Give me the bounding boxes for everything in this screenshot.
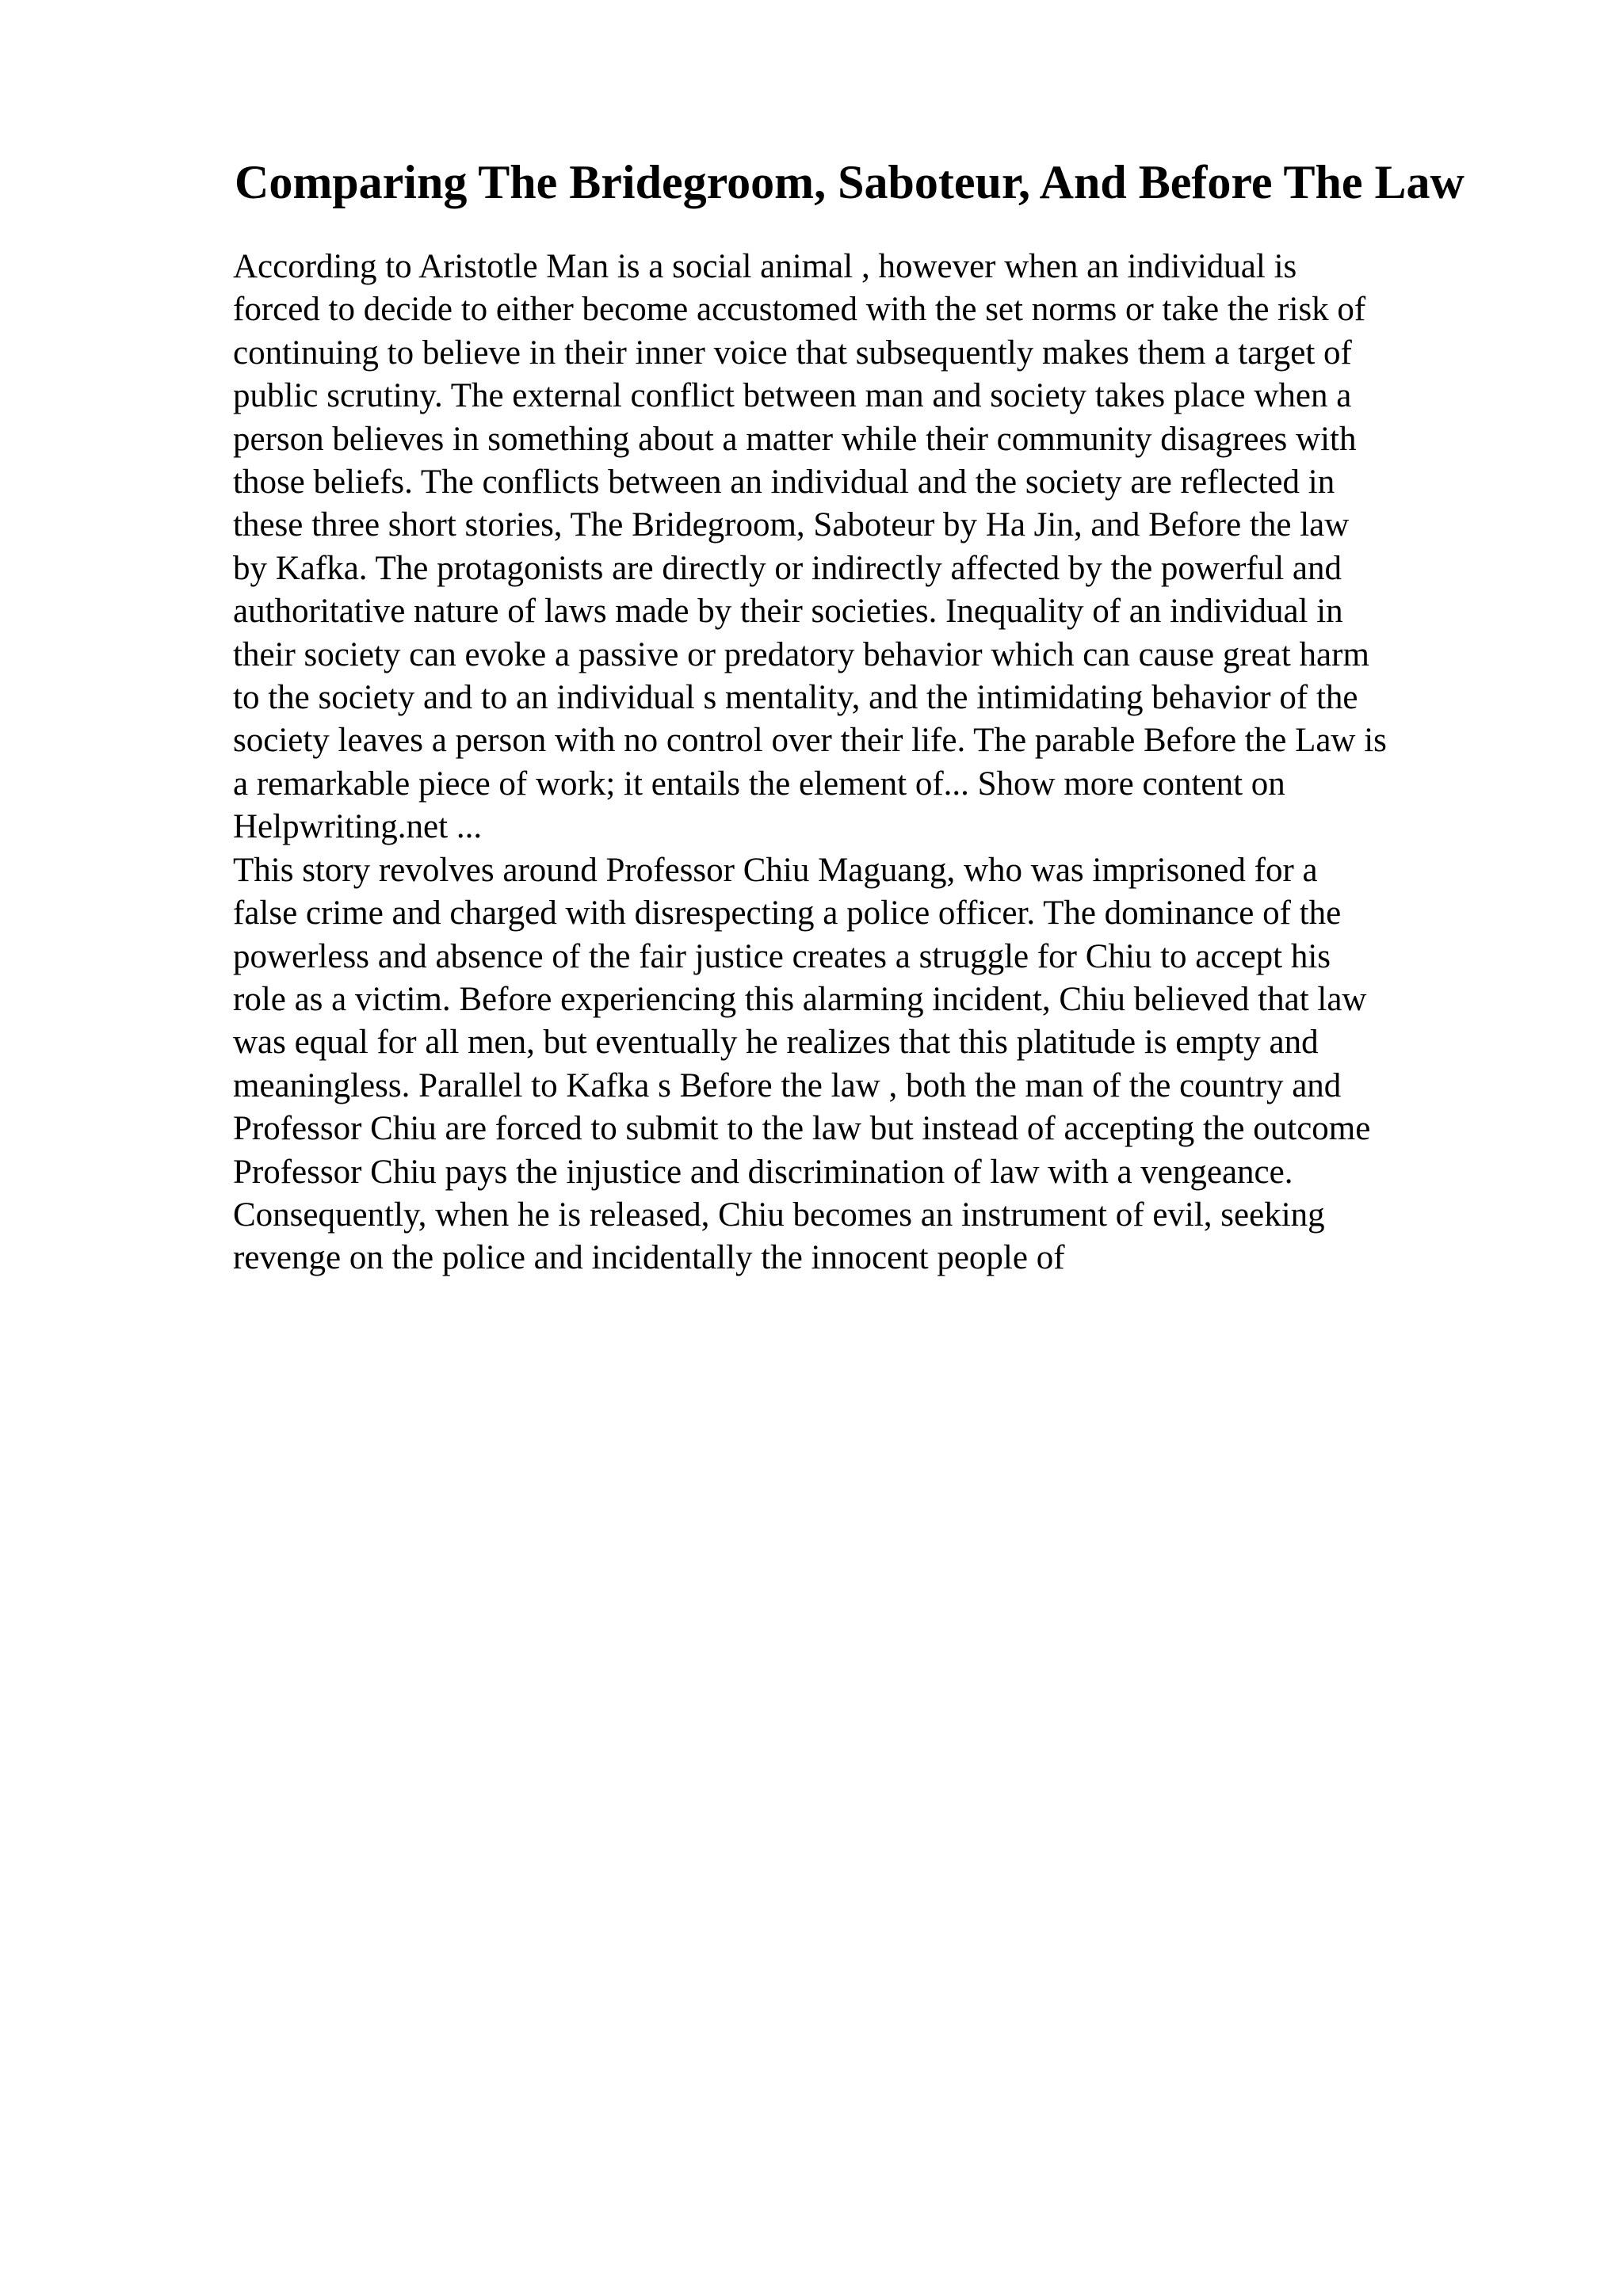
paragraph-2 xyxy=(233,849,1580,1280)
document-title: Comparing The Bridegroom, Saboteur, And Before The Law xyxy=(235,156,1465,208)
text-line: Consequently, when he is released, Chiu becomes an instrument of evil, seeking xyxy=(233,1196,1325,1234)
text-line: revenge on the police and incidentally the innocent people of xyxy=(233,1239,1065,1277)
text-line: public scrutiny. The external conflict between man and society takes place when a xyxy=(233,377,1352,415)
text-line: role as a victim. Before experiencing this alarming incident, Chiu believed that law xyxy=(233,980,1367,1018)
text-line: forced to decide to either become accustomed with the set norms or take the risk of xyxy=(233,291,1366,329)
text-line: meaningless. Parallel to Kafka s Before the law , both the man of the country and xyxy=(233,1066,1342,1104)
text-line: was equal for all men, but eventually he realizes that this platitude is empty and xyxy=(233,1024,1319,1062)
text-line: to the society and to an individual s mentality, and the intimidating behavior of the xyxy=(233,679,1358,717)
text-line: person believes in something about a matter while their community disagrees with xyxy=(233,420,1357,458)
text-line: false crime and charged with disrespecting a police officer. The dominance of the xyxy=(233,894,1342,933)
text-line: a remarkable piece of work; it entails the element of... Show more content on xyxy=(233,765,1285,803)
text-line: those beliefs. The conflicts between an individual and the society are reflected in xyxy=(233,463,1335,502)
text-line: by Kafka. The protagonists are directly or indirectly affected by the powerful and xyxy=(233,549,1342,587)
document-body xyxy=(233,246,1580,1280)
text-line: continuing to believe in their inner voice that subsequently makes them a target of xyxy=(233,334,1352,372)
text-line: these three short stories, The Bridegroom, Saboteur by Ha Jin, and Before the law xyxy=(233,506,1350,544)
text-line: authoritative nature of laws made by their societies. Inequality of an individual in xyxy=(233,593,1343,631)
text-line: powerless and absence of the fair justice creates a struggle for Chiu to accept his xyxy=(233,937,1331,975)
text-line: Professor Chiu pays the injustice and discrimination of law with a vengeance. xyxy=(233,1153,1293,1191)
text-line: Professor Chiu are forced to submit to the law but instead of accepting the outcome xyxy=(233,1110,1371,1148)
text-line: society leaves a person with no control over their life. The parable Before the Law is xyxy=(233,722,1387,760)
paragraph-1 xyxy=(233,246,1580,849)
text-line: According to Aristotle Man is a social animal , however when an individual is xyxy=(233,248,1297,285)
text-line: Helpwriting.net ... xyxy=(233,808,483,846)
text-line: their society can evoke a passive or predatory behavior which can cause great harm xyxy=(233,635,1369,673)
text-line: This story revolves around Professor Chiu Maguang, who was imprisoned for a xyxy=(233,851,1318,889)
